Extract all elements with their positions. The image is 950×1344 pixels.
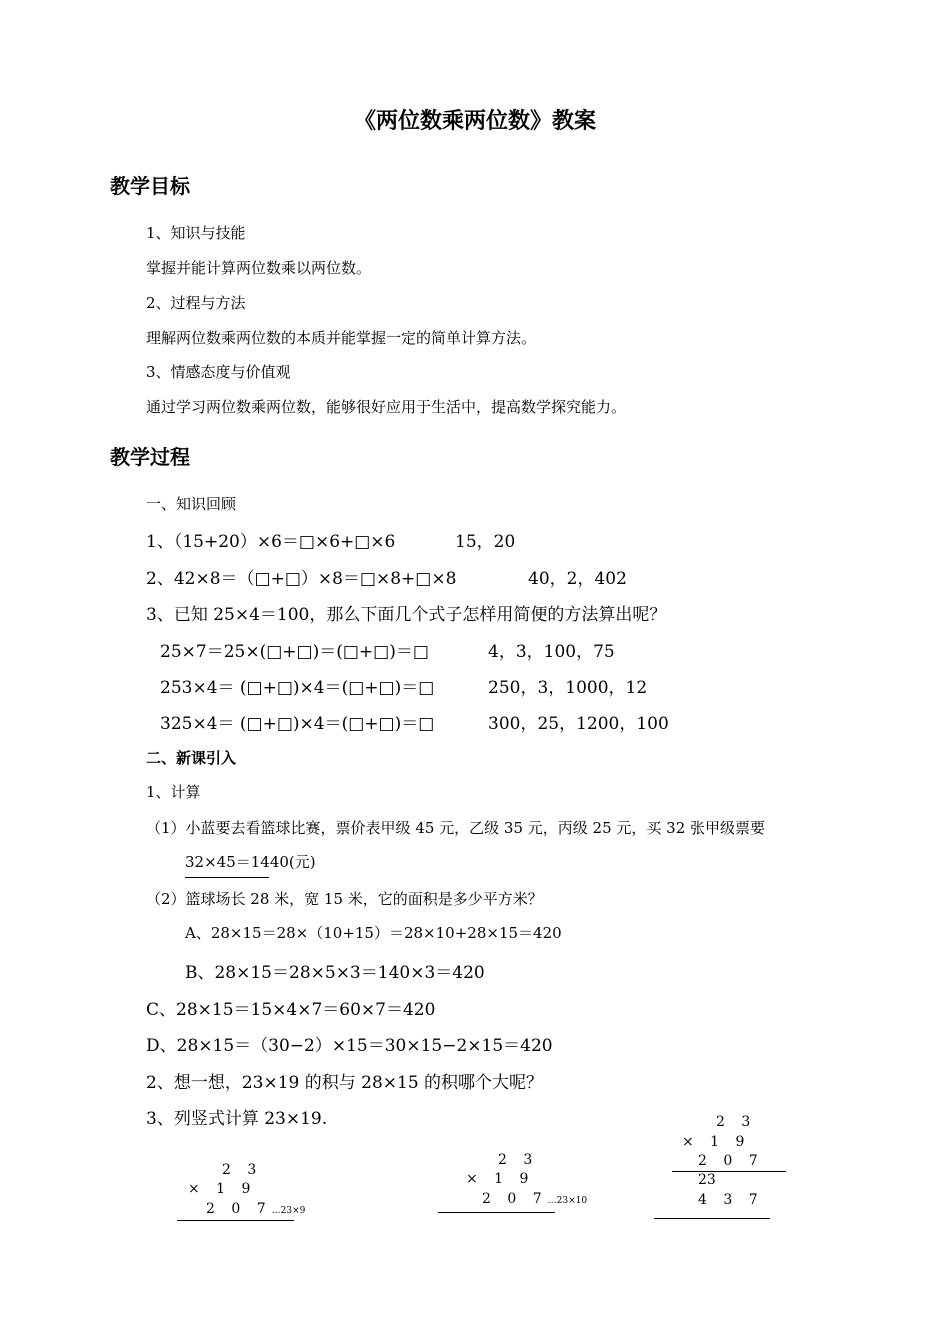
vertical-calc-2-partial: 2 0 7…23×10 [482, 1191, 588, 1207]
vertical-calc-1-partial: 2 0 7…23×9 [206, 1201, 306, 1217]
vertical-calc-1-note: …23×9 [271, 1206, 306, 1216]
option-a: A、28×15＝28×（10+15）＝28×10+28×15＝420 [185, 924, 562, 942]
problem-2: （2）篮球场长 28 米，宽 15 米，它的面积是多少平方米？ [146, 890, 543, 908]
review-q2: 2、42×8＝（□+□）×8＝□×8+□×8 [146, 569, 457, 589]
goal-item: 3、情感态度与价值观 [146, 363, 291, 381]
review-row-expr: 325×4＝ (□+□)×4＝(□+□)＝□ [160, 714, 435, 734]
vertical-calc-3-partial-1: 2 0 7 [698, 1153, 764, 1169]
problem-1: （1）小蓝要去看篮球比赛，票价表甲级 45 元，乙级 35 元，丙级 25 元，买 32 张甲级票要 [146, 819, 766, 837]
vertical-calc-1-top: 2 3 [222, 1162, 263, 1178]
review-q1-answer: 15，20 [455, 532, 516, 552]
vertical-calc-3-line-2 [654, 1218, 770, 1219]
goal-item: 1、知识与技能 [146, 224, 246, 242]
review-q3: 3、已知 25×4＝100，那么下面几个式子怎样用简便的方法算出呢？ [146, 605, 667, 625]
option-c: C、28×15＝15×4×7＝60×7＝420 [146, 1000, 436, 1020]
vertical-calc-2-multiplier: × 1 9 [466, 1171, 535, 1187]
vertical-calc-2-line [438, 1212, 555, 1213]
vertical-calc-1-multiplier: × 1 9 [188, 1181, 257, 1197]
page-title: 《两位数乘两位数》教案 [353, 108, 596, 134]
goal-item: 理解两位数乘两位数的本质并能掌握一定的简单计算方法。 [146, 329, 537, 347]
vertical-calc-3-line-1 [672, 1171, 786, 1172]
review-q2-answer: 40，2，402 [528, 569, 627, 589]
review-row-answer: 4，3，100，75 [488, 642, 615, 662]
newlesson-heading: 二、新课引入 [146, 749, 237, 767]
calc-heading: 1、计算 [146, 783, 201, 801]
option-d: D、28×15＝（30−2）×15＝30×15−2×15＝420 [146, 1036, 553, 1056]
vertical-calc-3-partial-2: 23 [698, 1172, 716, 1188]
vertical-calc-2-top: 2 3 [498, 1152, 539, 1168]
goal-item: 2、过程与方法 [146, 294, 246, 312]
review-q1: 1、（15+20）×6＝□×6+□×6 [146, 532, 396, 552]
process-heading: 教学过程 [110, 445, 190, 469]
vertical-task: 3、列竖式计算 23×19. [146, 1109, 328, 1129]
review-row-expr: 25×7＝25×(□+□)＝(□+□)＝□ [160, 642, 429, 662]
goals-heading: 教学目标 [110, 174, 190, 198]
vertical-calc-1-line [177, 1220, 294, 1221]
answer-underline [185, 877, 269, 878]
vertical-calc-3-top: 2 3 [716, 1114, 757, 1130]
vertical-calc-3-multiplier: × 1 9 [682, 1134, 751, 1150]
think-question: 2、想一想，23×19 的积与 28×15 的积哪个大呢？ [146, 1073, 544, 1093]
goal-item: 通过学习两位数乘两位数，能够很好应用于生活中，提高数学探究能力。 [146, 398, 627, 416]
review-row-answer: 250，3，1000，12 [488, 678, 648, 698]
review-row-answer: 300，25，1200，100 [488, 714, 669, 734]
review-row-expr: 253×4＝ (□+□)×4＝(□+□)＝□ [160, 678, 435, 698]
problem-1-answer: 32×45＝1440(元) [185, 853, 316, 871]
review-heading: 一、知识回顾 [146, 495, 237, 513]
option-b: B、28×15＝28×5×3＝140×3＝420 [185, 963, 485, 983]
vertical-calc-3-result: 4 3 7 [698, 1192, 764, 1208]
goal-item: 掌握并能计算两位数乘以两位数。 [146, 259, 372, 277]
vertical-calc-2-note: …23×10 [547, 1196, 588, 1206]
